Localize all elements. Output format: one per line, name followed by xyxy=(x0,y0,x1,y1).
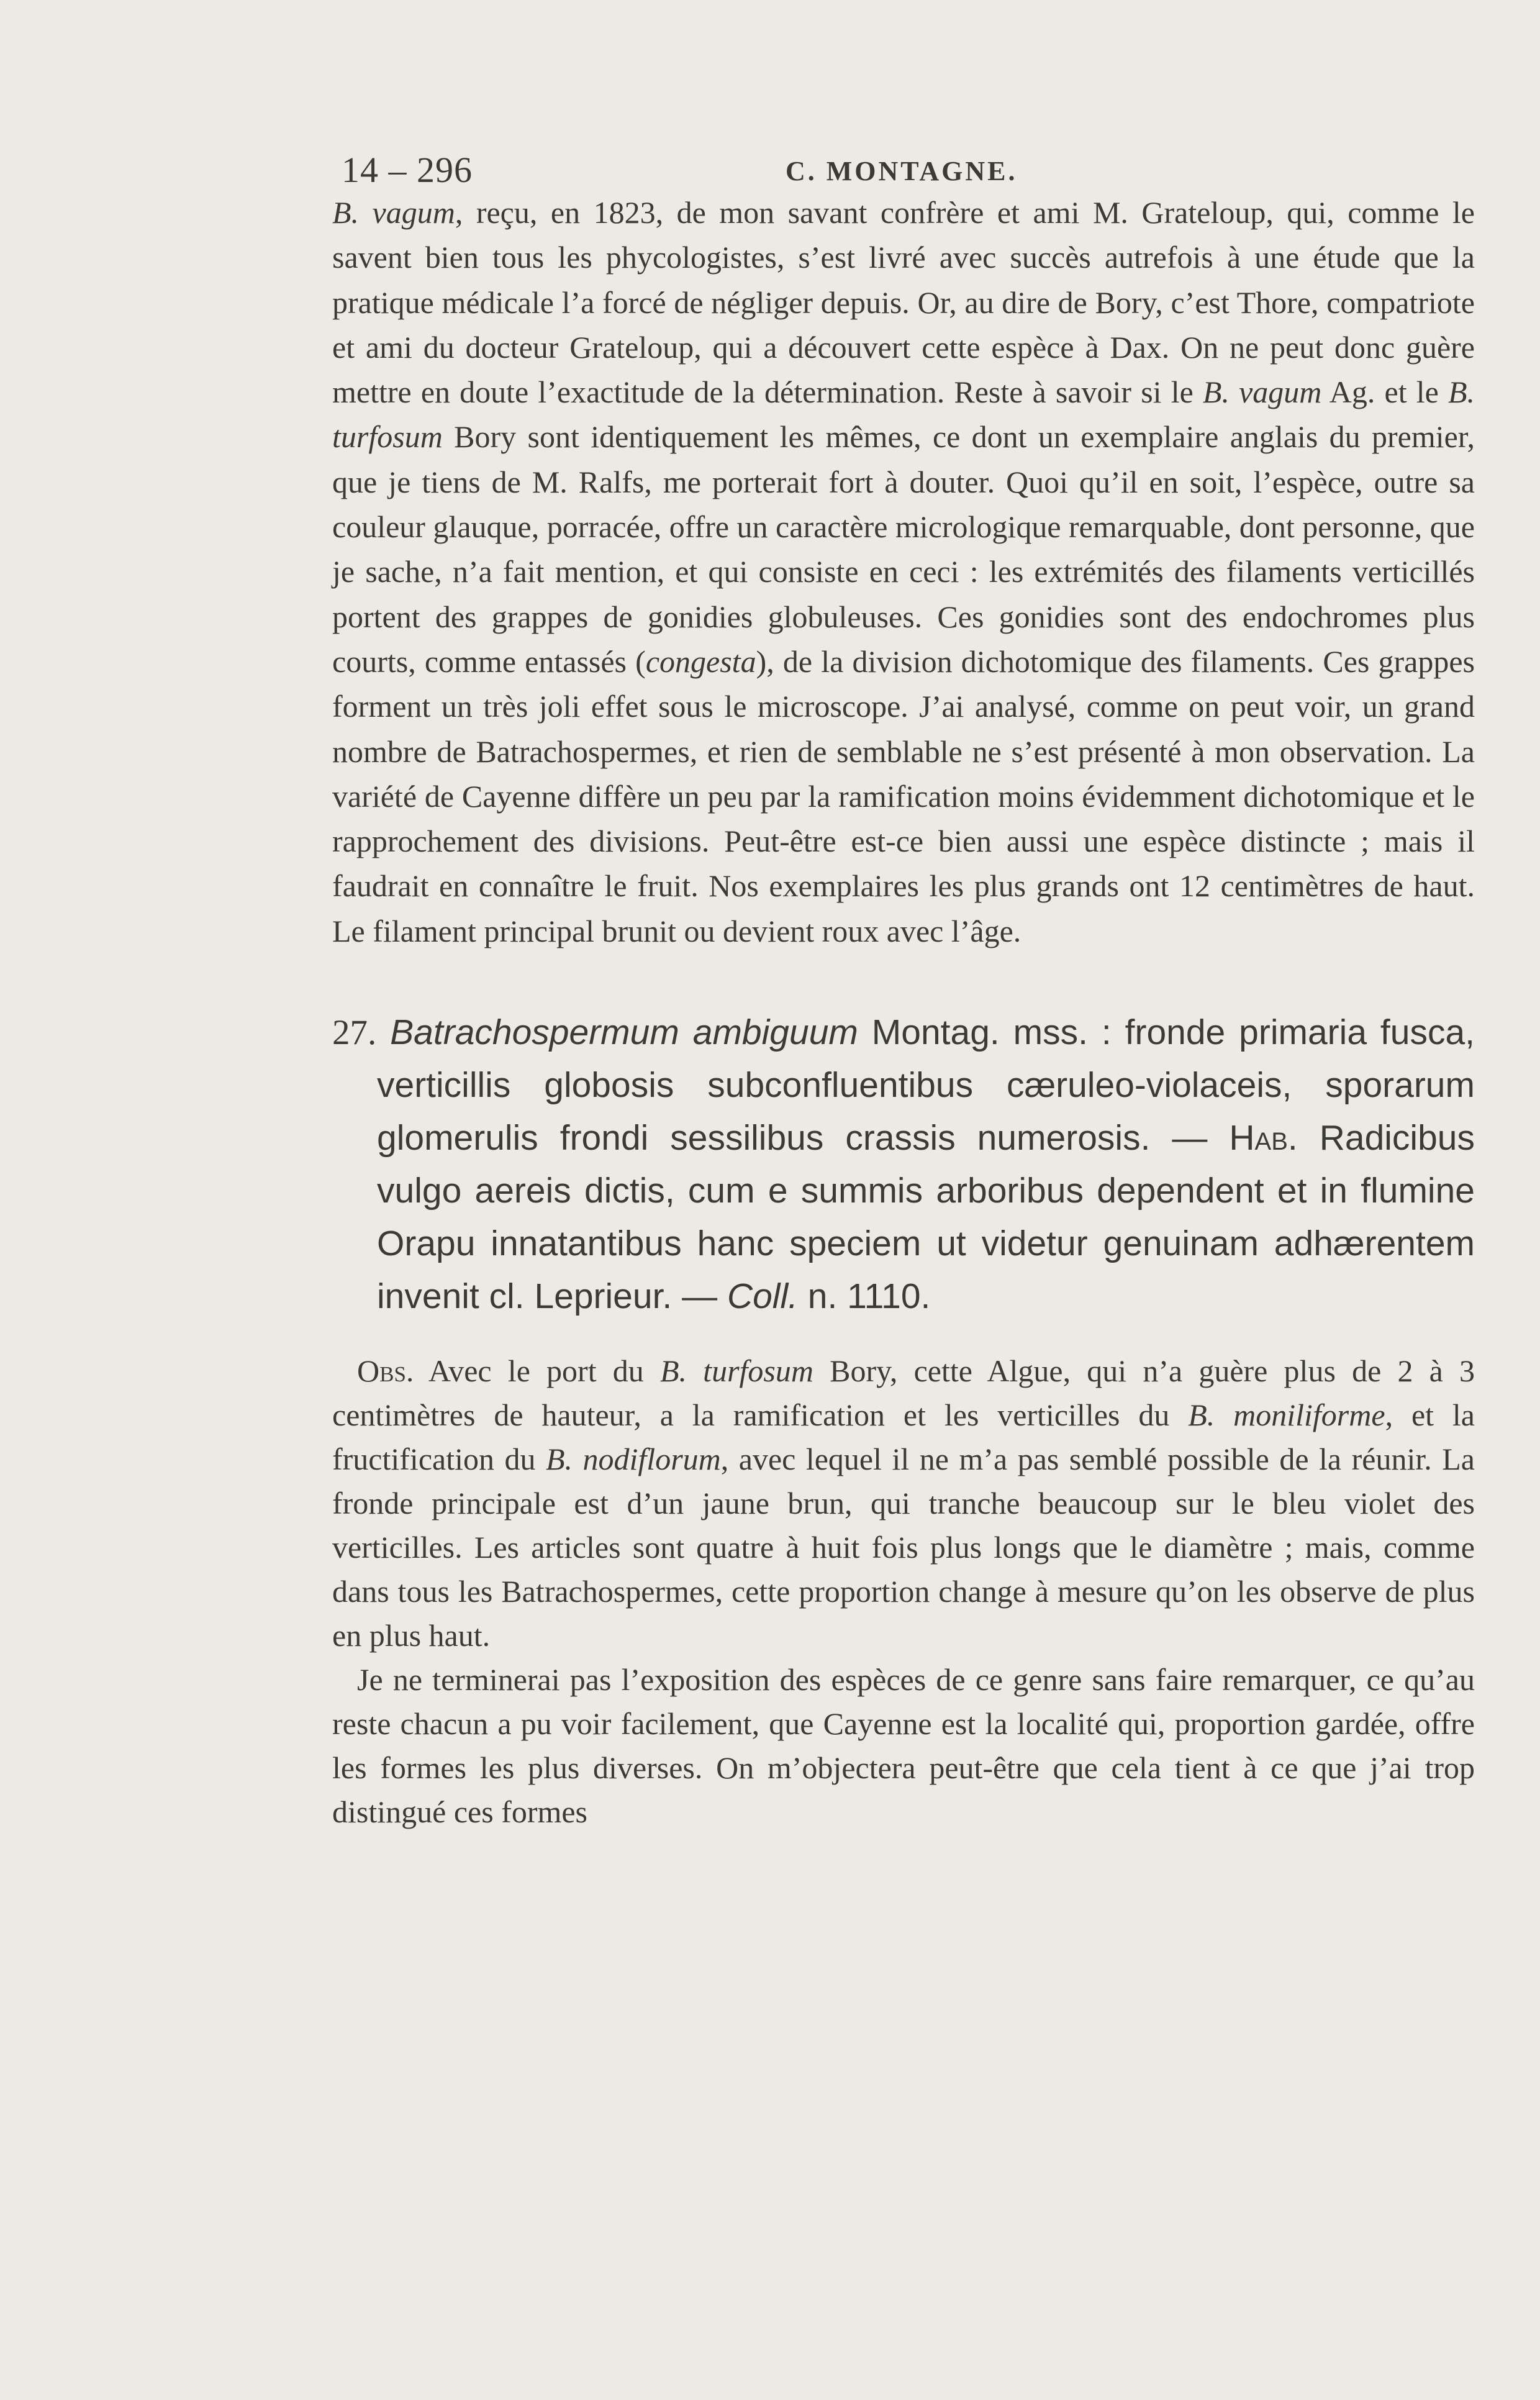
obs-label: Obs. xyxy=(357,1353,414,1389)
species-number: 27. xyxy=(332,1013,377,1053)
book-page xyxy=(332,149,1475,1834)
taxon-name: B. moniliforme xyxy=(1188,1398,1385,1433)
taxon-name: B. nodiflorum xyxy=(545,1442,721,1477)
page-number: 14 – 296 xyxy=(342,150,473,190)
species-entry-27: 27. Batrachospermum ambiguum Montag. mss. : fronde primaria fusca, verticillis globosis subconfluentibus cæruleo-violaceis, sporarum glomerulis frondi sessilibus crassis numerosis. — Hab. Radicibus vulgo aereis dictis, cum e summis arboribus dependent et in flumine Orapu innatantibus hanc speciem ut videtur genuinam adhærentem invenit cl. Leprieur. — Coll. n. 1110. xyxy=(332,1012,1475,1317)
latin-term: congesta xyxy=(645,643,756,679)
paragraph-b-vagum: B. vagum, reçu, en 1823, de mon savant confrère et ami M. Grateloup, qui, comme le savent bien tous les phycologistes, s’est livré avec succès autrefois à une étude que la pratique médicale l’a forcé de négliger depuis. Or, au dire de Bory, c’est Thore, compatriote et ami du docteur Grateloup, qui a découvert cette espèce à Dax. On ne peut donc guère mettre en doute l’exactitude de la détermination. Reste à savoir si le B. vagum Ag. et le B. turfosum Bory sont identiquement les mêmes, ce dont un exemplaire anglais du premier, que je tiens de M. Ralfs, me porterait fort à douter. Quoi qu’il en soit, l’espèce, outre sa couleur glauque, porracée, offre un caractère micrologique remarquable, dont personne, que je sache, n’a fait mention, et qui consiste en ceci : les extrémités des filaments verticillés portent des grappes de gonidies globuleuses. Ces gonidies sont des endochromes plus courts, comme entassés (congesta), de la division dichotomique des filaments. Ces grappes forment un très joli effet sous le microscope. J’ai analysé, comme on peut voir, un grand nombre de Batrachospermes, et rien de semblable ne s’est présenté à mon observation. La variété de Cayenne diffère un peu par la ramification moins évidemment dichotomique et le rapprochement des divisions. Peut-être est-ce bien aussi une espèce distincte ; mais il faudrait en connaître le fruit. Nos exemplaires les plus grands ont 12 centimètres de haut. Le filament principal brunit ou devient roux avec l’âge. xyxy=(332,195,1475,948)
taxon-name: B. turfosum xyxy=(332,375,1475,455)
closing-paragraph: Je ne terminerai pas l’exposition des espèces de ce genre sans faire remarquer, ce qu’au reste chacun a pu voir facilement, que Cayenne est la localité qui, proportion gardée, offre les formes les plus diverses. On m’objectera peut-être que cela tient à ce que j’ai trop distingué ces formes xyxy=(332,1662,1475,1830)
page-header xyxy=(332,149,1475,199)
running-head: C. MONTAGNE. xyxy=(786,156,1018,186)
taxon-name: B. vagum xyxy=(1202,375,1322,410)
taxon-name: B. vagum xyxy=(332,195,455,230)
observation-paragraph: Obs. Avec le port du B. turfosum Bory, cette Algue, qui n’a guère plus de 2 à 3 centimètres de hauteur, a la ramification et les verticilles du B. moniliforme, et la fructification du B. nodiflorum, avec lequel il ne m’a pas semblé possible de la réunir. La fronde principale est d’un jaune brun, qui tranche beaucoup sur le bleu violet des verticilles. Les articles sont quatre à huit fois plus longs que le diamètre ; mais, comme dans tous les Batrachospermes, cette proportion change à mesure qu’on les observe de plus en plus haut. xyxy=(332,1353,1475,1653)
habitat-label: Hab. xyxy=(1229,1118,1298,1158)
taxon-name: B. turfosum xyxy=(659,1353,813,1389)
collection-label: Coll. xyxy=(727,1276,798,1317)
species-name: Batrachospermum ambiguum xyxy=(390,1012,858,1053)
